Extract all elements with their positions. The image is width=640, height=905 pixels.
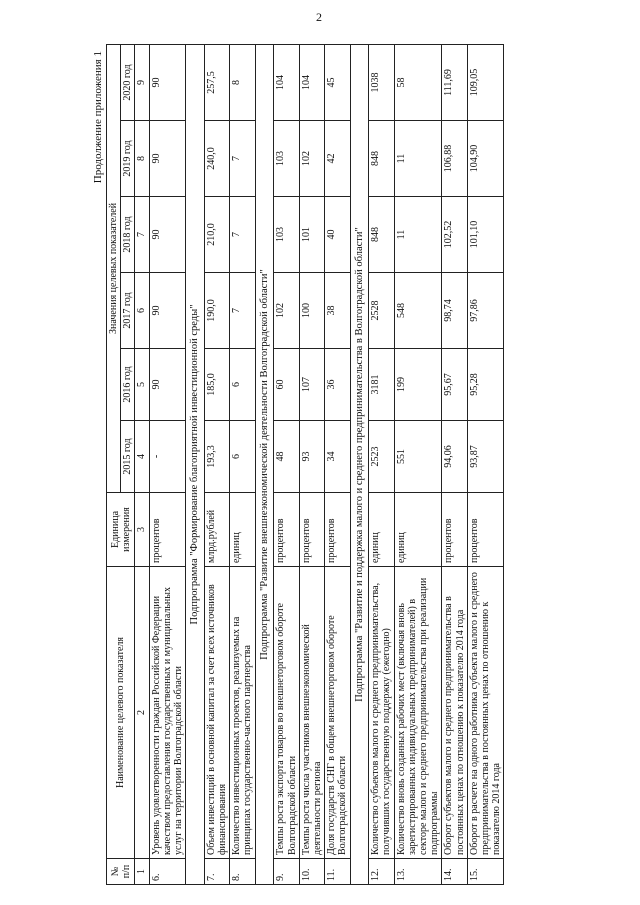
- value-cell: 848: [369, 197, 394, 273]
- value-cell: 93: [299, 421, 324, 493]
- subprogram-title: Подпрограмма "Формирование благоприятной инвестиционной среды": [186, 44, 205, 884]
- table-row: [149, 44, 186, 884]
- row-number: 10.: [299, 859, 324, 885]
- column-number: 7: [135, 197, 149, 273]
- unit: единиц: [369, 493, 394, 567]
- value-cell: 34: [325, 421, 350, 493]
- header-year: 2019 год: [121, 121, 135, 197]
- value-cell: 111,69: [442, 44, 467, 120]
- value-cell: 8: [230, 44, 255, 120]
- column-number: 5: [135, 349, 149, 421]
- header-row: [107, 44, 121, 884]
- column-number: 4: [135, 421, 149, 493]
- header-num: № п/п: [107, 859, 135, 885]
- unit: процентов: [149, 493, 186, 567]
- value-cell: 98,74: [442, 273, 467, 349]
- row-number: 13.: [394, 859, 442, 885]
- value-cell: 97,86: [467, 273, 504, 349]
- value-cell: 240,0: [204, 121, 229, 197]
- row-number: 15.: [467, 859, 504, 885]
- value-cell: 190,0: [204, 273, 229, 349]
- row-number: 11.: [325, 859, 350, 885]
- value-cell: 45: [325, 44, 350, 120]
- header-year: 2020 год: [121, 44, 135, 120]
- value-cell: 848: [369, 121, 394, 197]
- value-cell: 199: [394, 349, 442, 421]
- value-cell: 3181: [369, 349, 394, 421]
- value-cell: 210,0: [204, 197, 229, 273]
- table-row: [467, 44, 504, 884]
- table-row: [274, 44, 299, 884]
- value-cell: 101: [299, 197, 324, 273]
- table-row: [442, 44, 467, 884]
- table-row: [369, 44, 394, 884]
- value-cell: 7: [230, 273, 255, 349]
- table-row: [394, 44, 442, 884]
- value-cell: 257,5: [204, 44, 229, 120]
- indicator-name: Количество вновь созданных рабочих мест (включая вновь зарегистрированных индивидуальных предпринимателей) в секторе малого и среднего предпринимательства при реализации подпрограммы: [394, 567, 442, 859]
- indicator-name: Доля государств СНГ в общем внешнеторговом обороте Волгоградской области: [325, 567, 350, 859]
- value-cell: 1038: [369, 44, 394, 120]
- indicator-name: Темпы роста числа участников внешнеэкономической деятельности региона: [299, 567, 324, 859]
- value-cell: 90: [149, 273, 186, 349]
- value-cell: 100: [299, 273, 324, 349]
- row-number: 6.: [149, 859, 186, 885]
- table-row: [230, 44, 255, 884]
- indicator-name: Оборот в расчете на одного работника субъекта малого и среднего предпринимательства в постоянных ценах по отношению к показателю 2014 года: [467, 567, 504, 859]
- value-cell: 95,67: [442, 349, 467, 421]
- unit: процентов: [299, 493, 324, 567]
- value-cell: 6: [230, 349, 255, 421]
- subprogram-row: [186, 44, 205, 884]
- indicators-table: [106, 44, 504, 885]
- value-cell: 95,28: [467, 349, 504, 421]
- indicator-name: Количество субъектов малого и среднего предпринимательства, получивших государственную поддержку (ежегодно): [369, 567, 394, 859]
- unit: процентов: [467, 493, 504, 567]
- indicator-name: Оборот субъектов малого и среднего предпринимательства в постоянных ценах по отношению к показателю 2014 года: [442, 567, 467, 859]
- rotated-page-content: [94, 45, 626, 885]
- continuation-label: Продолжение приложения 1: [92, 51, 104, 184]
- value-cell: 548: [394, 273, 442, 349]
- value-cell: 7: [230, 121, 255, 197]
- column-numbers-row: [135, 44, 149, 884]
- row-number: 9.: [274, 859, 299, 885]
- column-number: 9: [135, 44, 149, 120]
- value-cell: 58: [394, 44, 442, 120]
- value-cell: 104: [299, 44, 324, 120]
- indicator-name: Количество инвестиционных проектов, реализуемых на принципах государственно-частного партнерства: [230, 567, 255, 859]
- unit: процентов: [325, 493, 350, 567]
- value-cell: 60: [274, 349, 299, 421]
- value-cell: 6: [230, 421, 255, 493]
- row-number: 12.: [369, 859, 394, 885]
- value-cell: 11: [394, 121, 442, 197]
- header-year: 2016 год: [121, 349, 135, 421]
- subprogram-title: Подпрограмма "Развитие и поддержка малого и среднего предпринимательства в Волгоградской области": [350, 44, 369, 884]
- value-cell: 185,0: [204, 349, 229, 421]
- value-cell: 102,52: [442, 197, 467, 273]
- unit: млрд.рублей: [204, 493, 229, 567]
- header-year: 2015 год: [121, 421, 135, 493]
- value-cell: 38: [325, 273, 350, 349]
- table-row: [204, 44, 229, 884]
- value-cell: 102: [299, 121, 324, 197]
- value-cell: -: [149, 421, 186, 493]
- value-cell: 193,3: [204, 421, 229, 493]
- value-cell: 2528: [369, 273, 394, 349]
- value-cell: 2523: [369, 421, 394, 493]
- unit: процентов: [274, 493, 299, 567]
- value-cell: 551: [394, 421, 442, 493]
- value-cell: 90: [149, 121, 186, 197]
- column-number: 3: [135, 493, 149, 567]
- column-number: 2: [135, 567, 149, 859]
- header-name: Наименование целевого показателя: [107, 567, 135, 859]
- value-cell: 36: [325, 349, 350, 421]
- column-number: 1: [135, 859, 149, 885]
- value-cell: 104: [274, 44, 299, 120]
- value-cell: 103: [274, 197, 299, 273]
- value-cell: 94,06: [442, 421, 467, 493]
- indicator-name: Объем инвестиций в основной капитал за счет всех источников финансирования: [204, 567, 229, 859]
- value-cell: 102: [274, 273, 299, 349]
- value-cell: 104,90: [467, 121, 504, 197]
- page-number: 2: [316, 10, 322, 24]
- value-cell: 101,10: [467, 197, 504, 273]
- value-cell: 40: [325, 197, 350, 273]
- column-number: 6: [135, 273, 149, 349]
- subprogram-row: [350, 44, 369, 884]
- value-cell: 48: [274, 421, 299, 493]
- table-row: [299, 44, 324, 884]
- value-cell: 93,87: [467, 421, 504, 493]
- value-cell: 90: [149, 197, 186, 273]
- value-cell: 109,05: [467, 44, 504, 120]
- row-number: 14.: [442, 859, 467, 885]
- value-cell: 106,88: [442, 121, 467, 197]
- header-year: 2017 год: [121, 273, 135, 349]
- header-year: 2018 год: [121, 197, 135, 273]
- value-cell: 90: [149, 44, 186, 120]
- row-number: 7.: [204, 859, 229, 885]
- subprogram-row: [255, 44, 274, 884]
- indicator-name: Темпы роста экспорта товаров во внешнеторговом обороте Волгоградской области: [274, 567, 299, 859]
- value-cell: 103: [274, 121, 299, 197]
- value-cell: 90: [149, 349, 186, 421]
- unit: единиц: [394, 493, 442, 567]
- indicator-name: Уровень удовлетворенности граждан Российской Федерации качеством предоставления государственных и муниципальных услуг на территории Волгоградской области: [149, 567, 186, 859]
- unit: единиц: [230, 493, 255, 567]
- header-values-group: Значения целевых показателей: [107, 44, 121, 492]
- value-cell: 7: [230, 197, 255, 273]
- row-number: 8.: [230, 859, 255, 885]
- value-cell: 42: [325, 121, 350, 197]
- table-row: [325, 44, 350, 884]
- value-cell: 11: [394, 197, 442, 273]
- subprogram-title: Подпрограмма "Развитие внешнеэкономической деятельности Волгоградской области": [255, 44, 274, 884]
- header-unit: Единица измерения: [107, 493, 135, 567]
- unit: процентов: [442, 493, 467, 567]
- value-cell: 107: [299, 349, 324, 421]
- column-number: 8: [135, 121, 149, 197]
